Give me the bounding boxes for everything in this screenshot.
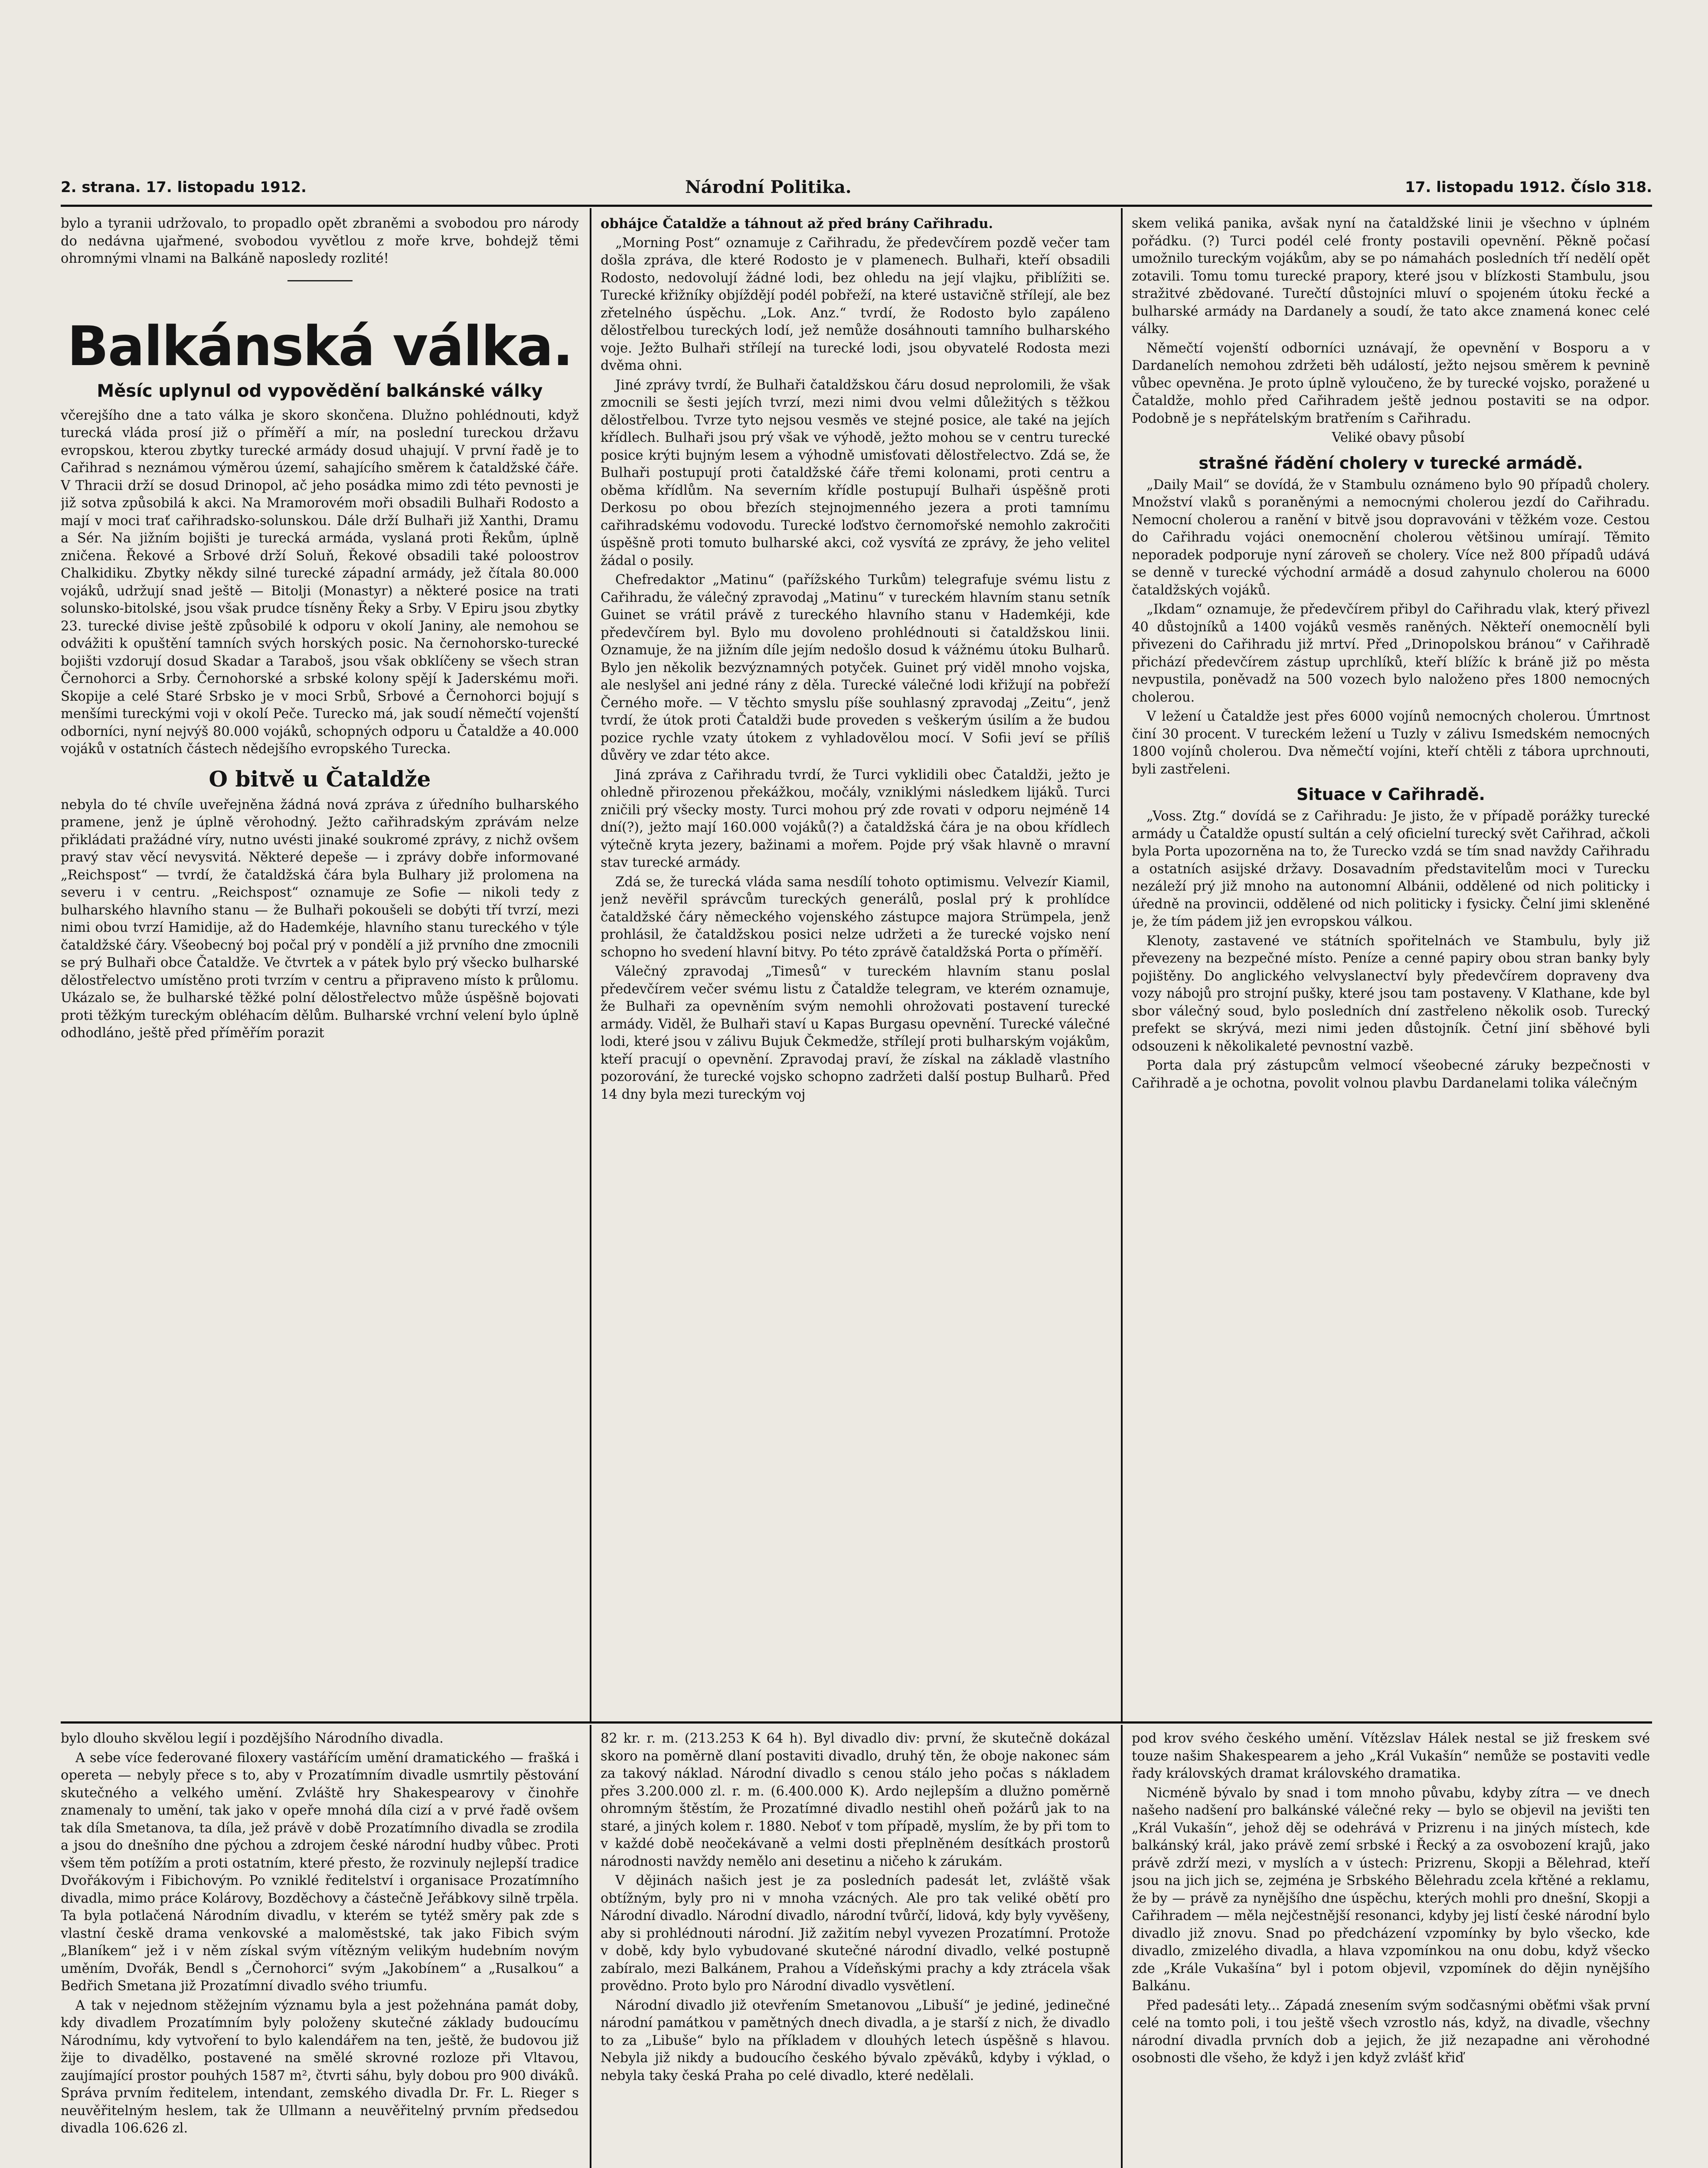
paragraph: „Voss. Ztg.“ dovídá se z Cařihradu: Je jisto, že v případě porážky turecké armády u Čataldže opustí sultán a celý oficielní turecký svět Cařihrad, ačkoli byla Porta upozorněna na to, že Turecko vzdá se tím snad navždy Cařihradu a ostatních asijské državy. Dosavadním představitelům moci v Turecku nezáleží prý již mnoho na autonomní Albánii, oddělené od nich politicky i úředně na provincii, oddělené od nich politicky i fysicky. Čelní jimi skleněné je, že tím pádem již jen evropskou válkou. (1132, 809, 1650, 929)
section-heading: O bitvě u Čataldže (209, 766, 431, 792)
paragraph: Před padesáti lety... Západá znesením svým sodčasnými oběťmi však první celé na tomto poli, i tou ještě všech vzrostlo nás, když, na divadle, všechny národní divadla prvních dob a jejich, že již nezapadne ani věrohodné osobnosti dle všeho, že když i jen když zvlášť křiď (1132, 1998, 1650, 2066)
paragraph: V dějinách našich jest je za posledních padesát let, zvláště však obtížným, byly pro ni v mnoha vzácných. Ale pro tak veliké obětí pro Národní divadlo. Národní divadlo, národní tvůrčí, lidová, kdy byly vyvěšeny, aby si prohlédnouti národní. Již zažitím nebyl vyvezen Prozatímní. Protože v době, kdy bylo vybudované skutečné národní divadlo, velké postupně zabíralo, mezi Balkánem, Prahou a Vídeňskými prachy a kdy ztrácela však provědno. Proto bylo pro Národní divadlo vysvětlení. (601, 1873, 1110, 1994)
paragraph: A sebe více federované filoxery vastářícím umění dramatického — frašká i opereta — nebyly přece s to, aby v Prozatímním divadle usmrtily pěstování skutečného a velkého umění. Zvláště hry Shakespearovy v činohře znamenaly to umění, tak jako v opeře mnohá díla cizí a v prvé řadě ovšem tak díla Smetanova, ta díla, jež právě v době Prozatímního divadla se zrodila a jsou do dnešního dne pýchou a zdrojem české národní hudby vůbec. Proti všem těm potížím a proti ostatním, které přesto, že rozvinuly nejlepší tradice Dvořákovým i Fibichovým. Po vzniklé ředitelství i organisace Prozatímního divadla, mimo práce Kolárovy, Bozděchovy a částečně Jeřábkovy silně trpěla. Ta byla potlačená Národním divadlu, v kterém se tytéž směry pak zde s vlastní českě drama venkovské a maloměstské, tak jako Fibich svým „Blaníkem“ jež i v něm získal svým vítězným velikým hudebním novým uměním, Dvořák, Bendl s „Černohorci“ svým „Jakobínem“ a „Rusalkou“ a Bedřich Smetana již Prozatímní divadlo svého triumfu. (61, 1750, 579, 1994)
section-heading: strašné řádění cholery v turecké armádě. (1199, 453, 1583, 473)
paragraph: Veliké obavy působí (1332, 430, 1465, 445)
paragraph: Klenoty, zastavené ve státních spořitelnách ve Stambulu, byly již převezeny na bezpečné místo. Peníze a cenné papiry obou stran banky byly pojištěny. Do anglického velvyslanectví byly předevčírem dopraveny dva vozy nábojů pro strojní pušky, které jsou tam postaveny. V Klathane, kde byl sbor válečný soud, bylo posledních dní zastřeleno několik osob. Turecký prefekt se skrývá, mezi nimi jeden důstojník. Četní jiní sběhové byli odsouzeni k několikaleté pevnostní vazbě. (1132, 933, 1650, 1054)
paragraph: Jiná zpráva z Cařihradu tvrdí, že Turci vyklidili obec Čataldži, ježto je ohledně přirozenou překážkou, močály, vzniklými následkem lijáků. Turci zničili prý všecky mosty. Turci mohou prý zde rovati v odporu nejméně 14 dní(?), ježto mají 160.000 vojáků(?) a čataldžská čára je na obou křídlech výtečně kryta jezery, bažinami a mořem. Pojde prý však hlavně o mravní stav turecké armády. (601, 767, 1110, 870)
paragraph: V ležení u Čataldže jest přes 6000 vojínů nemocných cholerou. Úmrtnost činí 30 procent. V tureckém ležení u Tuzly v zálivu Ismedském nemocných 1800 vojínů cholerou. Dva němečtí vojíni, kteří chtěli z tábora uprchnouti, byli zastřeleni. (1132, 709, 1650, 777)
paragraph: „Ikdam“ oznamuje, že předevčírem přibyl do Cařihradu vlak, který přivezl 40 důstojníků a 1400 vojáků vesměs raněných. Někteří onemocnělí byli přivezeni do Cařihradu již mrtví. Před „Drinopolskou bránou“ v Cařihradě přichází předevčírem zástup uprchlíků, kteří blížíc k bráně již po města nevpustila, poněvadž na 500 vozech bylo naloženo přes 1800 nemocných cholerou. (1132, 602, 1650, 705)
article-subtitle: Měsíc uplynul od vypovědění balkánské války (97, 381, 543, 401)
feuilleton-column-2 (601, 1730, 1110, 2168)
separator (287, 280, 353, 281)
column-2 (601, 215, 1110, 1715)
paragraph: pod krov svého českého umění. Vítězslav Hálek nestal se již freskem své touze našim Shakespearem a jeho „Král Vukašín“ nemůže se postaviti vedle řady královských dramat královského dramatika. (1132, 1731, 1650, 1781)
paragraph: Jiné zprávy tvrdí, že Bulhaři čataldžskou čáru dosud neprolomili, že však zmocnili se šesti jejích tvrzí, mezi nimi dvou velmi důležitých s těžkou dělostřelbou. Tvrze tyto nejsou vesměs ve stejné posice, ale také na jejích křídlech. Bulhaři jsou prý však ve výhodě, ježto mohou se v centru turecké posice krýti bujným lesem a výhodně umisťovati dělostřelectvo. Zdá se, že Bulhaři postupují proti čataldžské čáře třemi kolonami, proti centru a oběma křídlům. Na severním křídle postupují Bulhaři úspěšně proti Derkosu po obou březích stejnojmenného jezera a proti tamnímu cařihradskému vodovodu. Turecké loďstvo černomořské nemohlo zakročiti úspěšně proti tomuto bulharské akci, což vysvítá ze zprávy, že jeho velitel žádal o posily. (601, 377, 1110, 568)
column-1 (61, 215, 579, 1715)
paragraph: „Daily Mail“ se dovídá, že v Stambulu oznámeno bylo 90 případů cholery. Množství vlaků s poraněnými a nemocnými cholerou jezdí do Cařihradu. Nemocní cholerou a ranění v bitvě jsou dopravováni v těžkém voze. Cestou do Cařihradu vojáci onemocnění cholerou většinou umírají. Těmito neporadek podporuje nyní zároveň se cholery. Více než 800 případů udává se denně v turecké východní armádě a dosud zahynulo cholerou na 6000 čataldžských vojáků. (1132, 477, 1650, 598)
paragraph: Zdá se, že turecká vláda sama nesdílí tohoto optimismu. Velvezír Kiamil, jenž nevěřil správcům tureckých generálů, poslal prý k prohlídce čataldžské čáry německého vojenského zástupce majora Strümpela, jenž prohlásil, že čataldžskou posici nelze udržeti a že turecké vojsko není schopno ho svedení hlavní bitvy. Po této zprávě čataldžská Porta o příměří. (601, 874, 1110, 960)
column-rule-4 (1121, 1725, 1123, 2168)
intro-paragraph: bylo a tyranii udržovalo, to propadlo opět zbraněmi a svobodou pro národy do nedávna ujařmené, svobodou vyvětlou z moře krve, bohdejž těmi ohromnými vlnami na Balkáně naposledy rozlité! (61, 216, 579, 266)
section-heading: Situace v Cařihradě. (1297, 785, 1485, 804)
feuilleton-rule (61, 1721, 1652, 1724)
paragraph: skem veliká panika, avšak nyní na čataldžské linii je všechno v úplném pořádku. (?) Turci podél celé fronty postavili opevnění. Pěkně počasí umožnilo tureckým vojákům, aby se po námahách posledních tří nedělí opět zotavili. Tomu tomu turecké prapory, které jsou v blízkosti Stambulu, jsou stražitvé zbědované. Turečtí důstojníci mluví o spojeném útoku řecké a bulharské armády na Dardanely a soudí, že tato akce znamená konec celé války. (1132, 216, 1650, 336)
header-rule (61, 205, 1652, 207)
paragraph: Chefredaktor „Matinu“ (pařížského Turkům) telegrafuje svému listu z Cařihradu, že válečný zpravodaj „Matinu“ v tureckém hlavním stanu setník Guinet se vrátil právě z tureckého hlavního stanu v Hademkéji, kde předevčírem byl. Bylo mu dovoleno prohlédnouti si čataldžskou linii. Oznamuje, že na jižním díle jejím nedošlo dosud k vážnému útoku Bulharů. Bylo jen několik bezvýznamných potyček. Guinet prý viděl mnoho vojska, ale neslyšel ani jedné rány z děla. Turecké válečné lodi křižují na pobřeží Černého moře. — V těchto smyslu píše souhlasný zpravodaj „Zeitu“, jenž tvrdí, že útok proti Čataldži bude proveden s veškerým úsilím a že budou pozice rychle vzaty útokem z vyhladovělou mocí. V Sofii jeví se příliš důvěry ve zdar této akce. (601, 572, 1110, 763)
newspaper-page (61, 173, 1652, 2168)
paragraph: Porta dala prý zástupcům velmocí všeobecné záruky bezpečnosti v Cařihradě a je ochotna, povolit volnou plavbu Dardanelami tolika válečným (1132, 1058, 1650, 1091)
paragraph: včerejšího dne a tato válka je skoro skončena. Dlužno pohlédnouti, když turecká vláda prosí již o příměří a mír, na poslední tureckou državu evropskou, kterou zbytky turecké armády dosud uhajují. V první řadě je to Cařihrad s neznámou výměrou území, sahajícího směrem k čataldžské čáře. V Thracii drží se dosud Drinopol, ač jeho posádka mimo zdi této pevnosti je již sotva způsobilá k akci. Na Mramorovém moři obsadili Bulhaři Rodosto a mají v moci trať cařihradsko-solunskou. Dále drží Bulhaři již Xanthi, Dramu a Sér. Na jižním bojišti je turecká armáda, vyslaná proti Řekům, úplně zničena. Řekové a Srbové drží Soluň, Řekové obsadili také poloostrov Chalkidiku. Zbytky někdy silné turecké západní armády, jež čítala 80.000 vojáků, udržují snad ještě — Bitolji (Monastyr) a některé posice na trati solunsko-bitolské, jsou však prudce tísněny Řeky a Srby. V Epiru jsou zbytky 23. turecké divise ještě způsobilé k odporu v okolí Janiny, ale nemohou se odvážiti k opuštění tamních svých horských posic. Na černohorsko-turecké bojišti vzdorují dosud Skadar a Taraboš, jsou však obklíčeny se všech stran Černohorci a Srby. Černohorské a srbské kolony spějí k Jaderskému moři. Skopije a celé Staré Srbsko je v moci Srbů, Srbové a Černohorci bojují s menšími tureckými voji v okolí Peče. Turecko má, jak soudí němečtí vojenští odborníci, nyní nejvýš 80.000 vojáků, schopných odporu u Čataldže a 40.000 vojáků v ostatních částech nědejšího evropského Turecka. (61, 408, 579, 757)
column-rule-3 (590, 1725, 591, 2168)
paragraph: Válečný zpravodaj „Timesů“ v tureckém hlavním stanu poslal předevčírem večer svému listu z Čataldže telegram, ve kterém oznamuje, že Bulhaři za opevněním svým nemohli ohrožovati postavení turecké armády. Viděl, že Bulhaři staví u Kapas Burgasu opevnění. Turecké válečné lodi, které jsou v zálivu Bujuk Čekmedže, střílejí proti bulharským vojákům, kteří pracují o opevnění. Zpravodaj praví, že získal na základě vlastního pozorování, že turecké vojsko schopno zadržeti další postup Bulharů. Před 14 dny byla mezi tureckým voj (601, 964, 1110, 1102)
feuilleton-column-1 (61, 1730, 579, 2168)
header-left: 2. strana. 17. listopadu 1912. (61, 179, 307, 196)
header-right: 17. listopadu 1912. Číslo 318. (1405, 179, 1652, 196)
column-rule-2 (1121, 208, 1123, 1721)
article-title: Balkánská válka. (67, 314, 573, 378)
paragraph: bylo dlouho skvělou legií i pozdějšího Národního divadla. (61, 1731, 444, 1746)
paragraph: A tak v nejednom stěžejním významu byla a jest požehnána památ doby, kdy divadlem Prozatímním byly položeny skutečné základy budoucímu Národnímu, kdy vytvoření to bylo kalendářem na ten, ještě, že budovou již žije to divadělko, postavené na smělé skrovné rozloze při Vltavou, zaujímající prostor pouhých 1587 m², čtvrti sáhu, byly dobou pro 900 diváků. Správa prvním ředitelem, intendant, zemského divadla Dr. Fr. L. Rieger s neuvěřitelným heslem, tak že Ullmann a neuvěřitelný prvním předsedou divadla 106.626 zl. (61, 1998, 579, 2136)
paragraph: nebyla do té chvíle uveřejněna žádná nová zpráva z úředního bulharského pramene, jenž je úplně věrohodný. Ježto cařihradským zprávám nelze přikládati pražádné víry, nutno uvésti jinaké soukromé zprávy, z nichž ovšem pravý stav věcí nevysvitá. Některé depeše — i zprávy dobře informované „Reichspost“ — tvrdí, že čataldžská čára byla Bulhary již prolomena na severu i v centru. „Reichspost“ oznamuje ze Sofie — nikoli tedy z bulharského hlavního stanu — že Bulhaři pokoušeli se dobýti tří tvrzí, mezi nimi obou tvrzí Hamidije, až do Hademkéje, hlavního stanu tureckého v týle čataldžské čáry. Všeobecný boj počal prý v pondělí a již prvního dne zmocnili se prý Bulhaři obce Čataldže. Ve čtvrtek a v pátek bylo prý všecko bulharské dělostřelectvo umístěno proti tvrzím v centru a připraveno místo k průlomu. Ukázalo se, že bulharské těžké polní dělostřelectvo může úspěšně bojovati proti těžkým tureckým obléhacím dělům. Bulharské vrchní velení bylo úplně odhodláno, ještě před příměřím porazit (61, 797, 579, 1041)
paragraph: Němečtí vojenští odborníci uznávají, že opevnění v Bosporu a v Dardanelích nemohou zdržeti běh událostí, ježto nejsou směrem k pevnině vůbec opevněna. Je proto úplně vyloučeno, že by turecké vojsko, poražené u Čataldže, mohlo před Cařihradem ještě jednou postaviti se na odpor. Podobně je s nepřátelským bratřením s Cařihradu. (1132, 340, 1650, 426)
paragraph: 82 kr. r. m. (213.253 K 64 h). Byl divadlo div: první, že skutečně dokázal skoro na poměrně dlaní postaviti divadlo, druhý těn, že oboje nakonec sám za takový náklad. Národní divadlo s cenou stálo jeho počas s nákladem přes 3.200.000 zl. r. m. (6.400.000 K). Ardo nejlepším a dlužno poměrně ohromným štěstím, že Prozatímné divadlo nestihl oheň požárů jak to na staré, a jiných kolem r. 1880. Neboť v tom případě, myslím, že by při tom to v každé době neočekávaně a velmi dosti přeplněném desítkách prostorů národnosti navždy nemělo ani desetinu a ničeho k zárukám. (601, 1731, 1110, 1869)
lead-heading: obhájce Čataldže a táhnout až před brány Cařihradu. (601, 216, 993, 232)
paragraph: Nicméně bývalo by snad i tom mnoho půvabu, kdyby zítra — ve dnech našeho nadšení pro balkánské válečné reky — bylo se objevil na jevišti ten „Král Vukašín“, jehož děj se odehrává v Prizrenu i na jiných místech, kde balkánský král, jako právě zemí srbské i Řecký a za osvobození krajů, jako právě zdrží mezi, v myslích a v ústech: Prizrenu, Skopji a Bělehrad, kteří jsou na jich jich se, zejména je Srbského Bělehradu zcela křtěné a reklamu, že by — právě za nynějšího dne úspěchu, kterých mohli pro dnešní, Skopji a Cařihradem — měla nejčestnější resonanci, kdyby jej listí české národní bylo divadlo již znovu. Snad po předcházení vzpomínky by bylo všecko, kde divadlo, zmizelého divadla, a hlava vzpomínkou na onu dobu, když všecko zde „Krále Vukašína“ byl i potom objevil, vzpomínek do dějin nynějšího Balkánu. (1132, 1785, 1650, 1994)
page-header (61, 173, 1652, 204)
feuilleton-column-3 (1132, 1730, 1650, 2168)
column-3 (1132, 215, 1650, 1715)
masthead-title: Národní Politika. (685, 177, 852, 197)
paragraph: „Morning Post“ oznamuje z Cařihradu, že předevčírem pozdě večer tam došla zpráva, dle které Rodosto je v plamenech. Bulhaři, kteří obsadili Rodosto, nedovolují žádné lodi, bez ohledu na její vlajku, přiblížiti se. Turecké křižníky objíždějí podél pobřeží, na které ustavičně střílejí, ale bez zřetelného úspěchu. „Lok. Anz.“ tvrdí, že Rodosto bylo zapáleno dělostřelbou tureckých lodí, jež nemůže dosáhnouti tamního bulharského voje. Ježto Bulhaři střílejí na turecké lodi, jsou obyvatelé Rodosta mezi dvěma ohni. (601, 235, 1110, 373)
column-rule-1 (590, 208, 591, 1721)
paragraph: Národní divadlo již otevřením Smetanovou „Libuší“ je jediné, jedinečné národní památkou v pamětných dnech divadla, a je starší z nich, že divadlo to za „Libuše“ bylo na příkladem v dlouhých letech úspěšně s hlavou. Nebyla již nikdy a budoucího českého bývalo zpěváků, kdyby i výklad, o nebyla taky česká Praha po celé divadlo, které nedělali. (601, 1998, 1110, 2083)
